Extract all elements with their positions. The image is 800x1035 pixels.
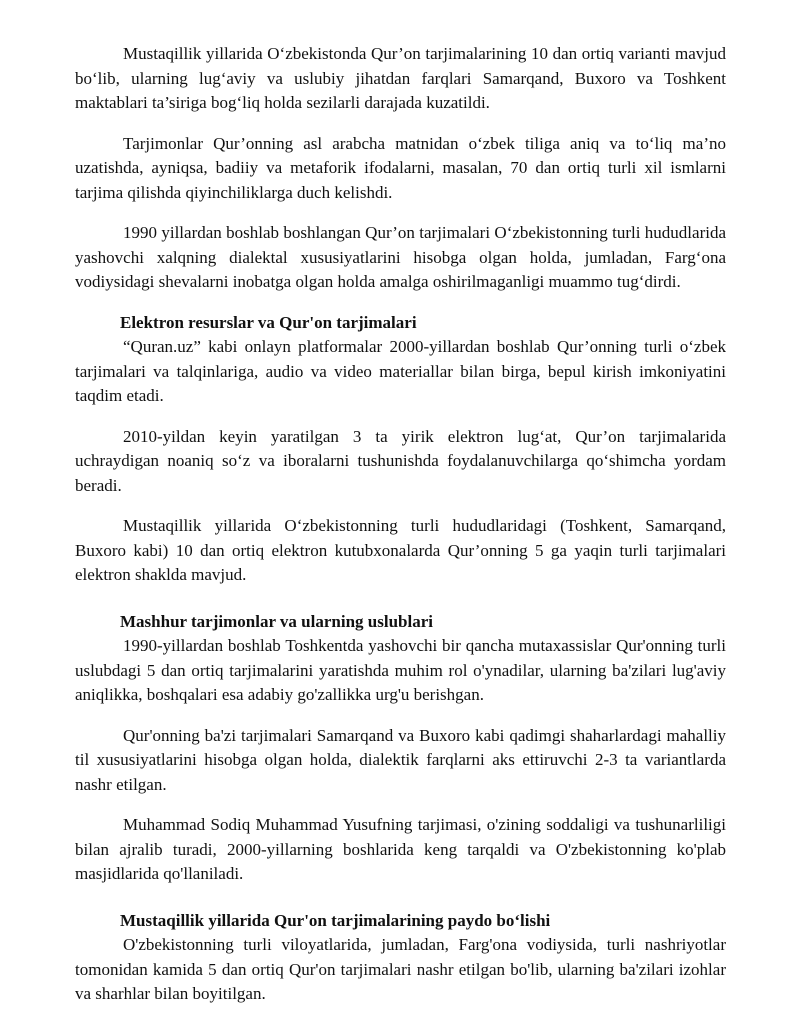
heading-emergence-of-translations: Mustaqillik yillarida Qur'on tarjimalarining paydo bo‘lishi [120, 910, 551, 930]
paragraph-regional-variants: Qur'onning ba'zi tarjimalari Samarqand va Buxoro kabi qadimgi shaharlardagi mahalliy til xususiyatlarini hisobga olgan holda, dialektik farqlarni aks ettiruvchi 2-3 ta variantlarda nashr etilgan. [75, 725, 726, 794]
paragraph-translation-variants: Mustaqillik yillarida O‘zbekistonda Qur’on tarjimalarining 10 dan ortiq varianti mavjud bo‘lib, ularning lug‘aviy va uslubiy jihatdan farqlari Samarqand, Buxoro va Toshkent maktablari ta’siriga bog‘liq holda sezilarli darajada kuzatildi. [75, 44, 726, 112]
paragraph-regional-publishers: O'zbekistonning turli viloyatlarida, jumladan, Farg'ona vodiysida, turli nashriyotlar tomonidan kamida 5 dan ortiq Qur'on tarjimalari nashr etilgan bo'lib, ularning ba'zilari izohlar va sharhlar bilan boyitilgan. [75, 935, 726, 1003]
heading-famous-translators: Mashhur tarjimonlar va ularning uslublari [120, 611, 433, 631]
paragraph-dialect-problem: 1990 yillardan boshlab boshlangan Qur’on tarjimalari O‘zbekistonning turli hududlarida yashovchi xalqning dialektal xususiyatlarini hisobga olgan holda, jumladan, Farg‘ona vodiysidagi shevalarni inobatga olgan holda amalga oshirilmaganligi muammo tug‘dirdi. [75, 223, 726, 291]
paragraph-electronic-libraries: Mustaqillik yillarida O‘zbekistonning turli hududlaridagi (Toshkent, Samarqand, Buxoro kabi) 10 dan ortiq elektron kutubxonalarda Qur’onning 5 ga yaqin turli tarjimalari elektron shaklda mavjud. [75, 516, 726, 584]
paragraph-translator-difficulties: Tarjimonlar Qur’onning asl arabcha matnidan o‘zbek tiliga aniq va to‘liq ma’no uzatishda, ayniqsa, badiiy va metaforik ifodalarni, masalan, 70 dan ortiq turli xil ismlarni tarjima qilishda qiyinchiliklarga duch kelishdi. [75, 133, 726, 202]
document-page [75, 42, 726, 1007]
paragraph-yusuf-translation: Muhammad Sodiq Muhammad Yusufning tarjimasi, o'zining soddaligi va tushunarliligi bilan ajralib turadi, 2000-yillarning boshlarida keng tarqaldi va O'zbekistonning ko'plab masjidlarida qo'llaniladi. [75, 815, 726, 883]
paragraph-tashkent-specialists: 1990-yillardan boshlab Toshkentda yashovchi bir qancha mutaxassislar Qur'onning turli uslubdagi 5 dan ortiq tarjimalarini yaratishda muhim rol o'ynadilar, ularning ba'zilari lug'aviy aniqlikka, boshqalari esa adabiy go'zallikka urg'u berishgan. [75, 636, 726, 704]
paragraph-online-platforms: “Quran.uz” kabi onlayn platformalar 2000-yillardan boshlab Qur’onning turli o‘zbek tarjimalari va talqinlariga, audio va video materiallar bilan birga, bepul kirish imkoniyatini taqdim etadi. [75, 337, 726, 405]
heading-electronic-resources: Elektron resurslar va Qur'on tarjimalari [120, 312, 417, 332]
paragraph-electronic-dictionaries: 2010-yildan keyin yaratilgan 3 ta yirik elektron lug‘at, Qur’on tarjimalarida uchraydigan noaniq so‘z va iboralarni tushunishda foydalanuvchilarga qo‘shimcha yordam beradi. [75, 426, 726, 495]
